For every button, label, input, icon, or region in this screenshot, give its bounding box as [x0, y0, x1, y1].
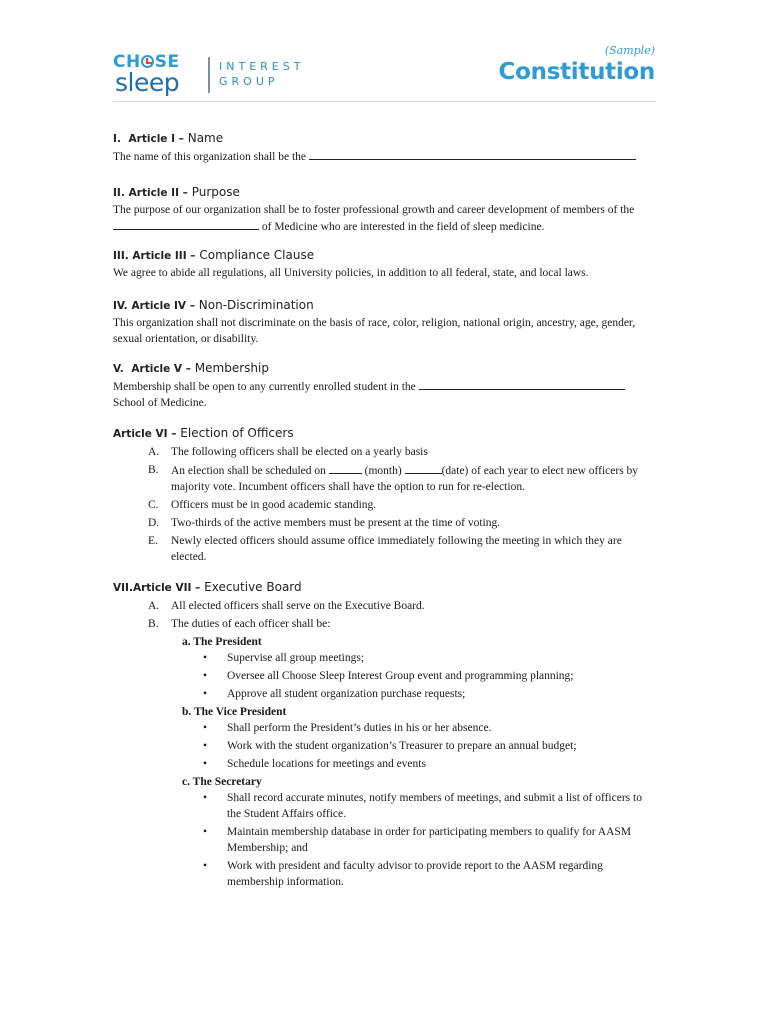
- page-title: Constitution: [498, 59, 655, 85]
- blank-line: [405, 462, 442, 474]
- list-item: A. All elected officers shall serve on the Executive Board.: [148, 600, 425, 612]
- article-5-text: Membership shall be open to any currently enrolled student in the School of Medicine.: [113, 378, 658, 411]
- list-item: E. Newly elected officers should assume office immediately following the meeting in which they are elected.: [148, 535, 622, 563]
- list-item: • Approve all student organization purchase requests;: [203, 688, 466, 700]
- list-item: B. An election shall be scheduled on (month) (date) of each year to elect new officers by majority vote. Incumbent officers shall have the option to run for re-election.: [148, 464, 639, 493]
- article-1-heading: I. Article I – Name: [113, 131, 224, 145]
- document-body: [113, 130, 658, 892]
- list-item: B. The duties of each officer shall be:: [148, 618, 331, 630]
- article-2-text: The purpose of our organization shall be to foster professional growth and career development of members of the of Medicine who are interested in the field of sleep medicine.: [113, 204, 635, 233]
- clock-icon: [141, 55, 154, 68]
- vice-president-subheading: b. The Vice President: [182, 706, 287, 718]
- list-item: • Maintain membership database in order for participating members to qualify for AASM Membership; and: [203, 826, 631, 854]
- article-5-heading: V. Article V – Membership: [113, 361, 269, 375]
- election-list: [113, 444, 658, 565]
- choose-sleep-logo: [113, 52, 313, 102]
- article-1-text: The name of this organization shall be the: [113, 148, 658, 165]
- logo-choose-text: CH SE: [113, 52, 180, 72]
- president-subheading: a. The President: [182, 636, 262, 648]
- list-item: A. The following officers shall be elected on a yearly basis: [148, 446, 428, 458]
- article-3-heading: III. Article III – Compliance Clause: [113, 248, 315, 262]
- article-4-heading: IV. Article IV – Non-Discrimination: [113, 298, 314, 312]
- article-4-text: This organization shall not discriminate on the basis of race, color, religion, national origin, ancestry, age, gender, sexual orientation, or disability.: [113, 317, 636, 345]
- sample-label: (Sample): [604, 44, 655, 57]
- logo-divider: [208, 57, 210, 93]
- article-3-text: We agree to abide all regulations, all University policies, in addition to all federal, state, and local laws.: [113, 267, 589, 279]
- list-item: • Work with the student organization’s Treasurer to prepare an annual budget;: [203, 740, 577, 752]
- article-2-heading: II. Article II – Purpose: [113, 185, 240, 199]
- logo-sleep-text: sleep: [115, 68, 180, 97]
- executive-board-list: [113, 598, 658, 632]
- blank-line: [309, 148, 636, 160]
- secretary-subheading: c. The Secretary: [182, 776, 262, 788]
- list-item: C. Officers must be in good academic standing.: [148, 499, 377, 511]
- article-6-heading: Article VI – Election of Officers: [113, 426, 294, 440]
- logo-group-text: GROUP: [219, 75, 279, 88]
- list-item: • Shall record accurate minutes, notify members of meetings, and submit a list of officers to the Student Affairs office.: [203, 792, 642, 820]
- list-item: • Oversee all Choose Sleep Interest Group event and programming planning;: [203, 670, 574, 682]
- blank-line: [329, 462, 362, 474]
- title-divider: [113, 101, 656, 102]
- list-item: • Shall perform the President’s duties in his or her absence.: [203, 722, 492, 734]
- list-item: • Schedule locations for meetings and events: [203, 758, 426, 770]
- blank-line: [419, 378, 625, 390]
- list-item: D. Two-thirds of the active members must be present at the time of voting.: [148, 517, 501, 529]
- list-item: • Supervise all group meetings;: [203, 652, 365, 664]
- blank-line: [113, 218, 259, 230]
- article-7-heading: VII.Article VII – Executive Board: [113, 580, 302, 594]
- logo-interest-text: INTEREST: [219, 60, 305, 73]
- list-item: • Work with president and faculty advisor to provide report to the AASM regarding membership information.: [203, 860, 603, 888]
